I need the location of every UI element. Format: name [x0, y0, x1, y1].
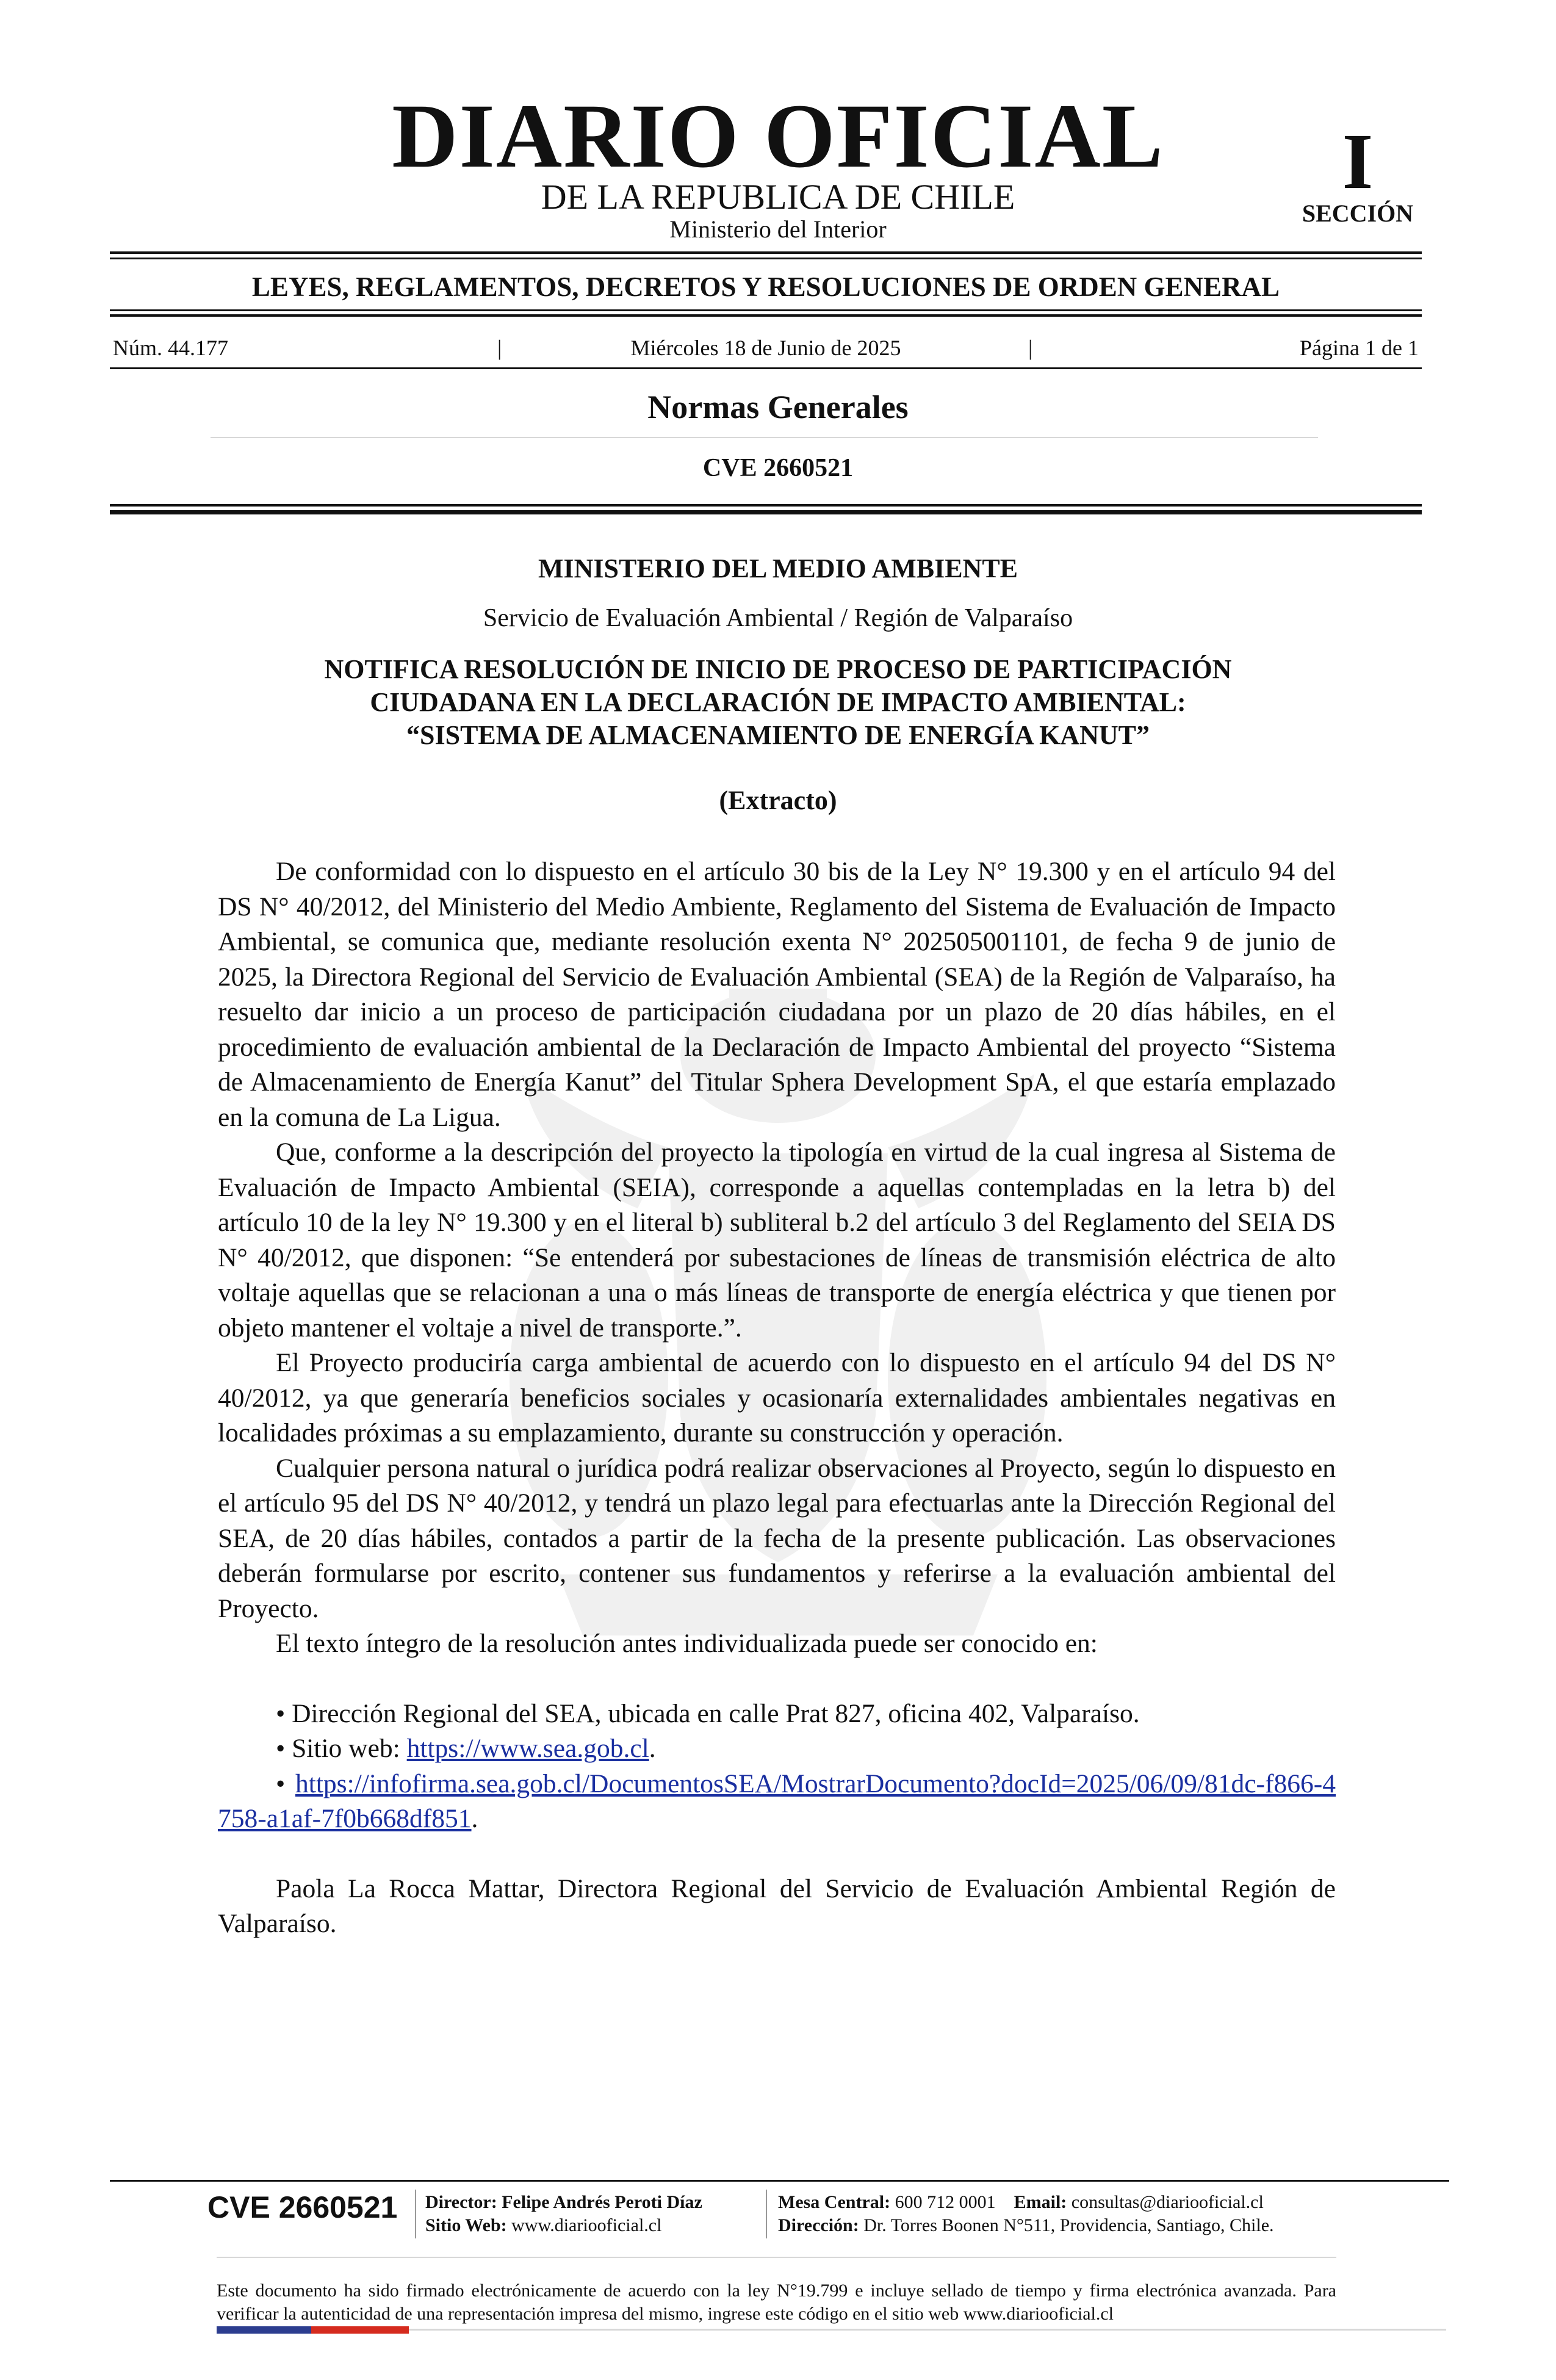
bullet-end: . — [649, 1734, 656, 1763]
section-number: I — [1342, 118, 1374, 206]
notice-title-line: CIUDADANA EN LA DECLARACIÓN DE IMPACTO AMBIENTAL: — [370, 687, 1186, 717]
header-rule-mid-1 — [110, 309, 1422, 311]
mesa-central: 600 712 0001 — [895, 2192, 996, 2212]
body-rule-1 — [110, 504, 1422, 507]
paragraph: El Proyecto produciría carga ambiental de acuerdo con lo dispuesto en el artículo 94 del DS N° 40/2012, ya que generaría beneficios sociales y ocasionaría externalidades ambientales negativas en localidades próximas a su emplazamiento, durante su construcción y operación. — [218, 1348, 1336, 1448]
bullet-end: . — [471, 1804, 478, 1833]
director-label: Director: — [425, 2192, 497, 2212]
footer-divider — [766, 2190, 767, 2238]
footer-address: Dr. Torres Boonen N°511, Providencia, Santiago, Chile. — [863, 2215, 1274, 2235]
meta-separator: | — [1028, 336, 1033, 360]
normas-heading: Normas Generales — [647, 389, 909, 425]
web-label: Sitio Web: — [425, 2215, 507, 2235]
paragraph: Cualquier persona natural o jurídica podrá realizar observaciones al Proyecto, según lo dispuesto en el artículo 95 del DS N° 40/2012, y tendrá un plazo legal para efectuarlas ante la Dirección Regional del SEA, de 20 días hábiles, contados a partir de la fecha de la presente publicación. Las observaciones deberán formularse por escrito, contener sus fundamentos y referirse a la evaluación ambiental del Proyecto. — [218, 1453, 1336, 1623]
list-item — [218, 1731, 1336, 1767]
extract-label: (Extracto) — [719, 785, 837, 815]
section-banner: LEYES, REGLAMENTOS, DECRETOS Y RESOLUCIONES DE ORDEN GENERAL — [251, 272, 1280, 302]
masthead-title: DIARIO OFICIAL — [392, 85, 1164, 187]
issue-number: Núm. 44.177 — [113, 336, 228, 360]
footer-director-block — [425, 2191, 767, 2237]
section-label: SECCIÓN — [1302, 200, 1414, 227]
paragraph: El texto íntegro de la resolución antes individualizada puede ser conocido en: — [276, 1629, 1098, 1658]
footer-email: consultas@diariooficial.cl — [1071, 2192, 1264, 2212]
header-rule-top-1 — [110, 251, 1422, 254]
signature-notice: Este documento ha sido firmado electrónicamente de acuerdo con la ley N°19.799 e incluye sellado de tiempo y firma electrónica avanzada. Para verificar la autenticidad de una representación impresa del mismo, ingrese este código en el sitio web www.diariooficial.cl — [217, 2281, 1336, 2324]
paragraph: De conformidad con lo dispuesto en el artículo 30 bis de la Ley N° 19.300 y en el artículo 94 del DS N° 40/2012, del Ministerio del Medio Ambiente, Reglamento del Sistema de Evaluación de Impacto Ambiental, se comunica que, mediante resolución exenta N° 202505001101, de fecha 9 de junio de 2025, la Directora Regional del Servicio de Evaluación Ambiental (SEA) de la Región de Valparaíso, ha resuelto dar inicio a un proceso de participación ciudadana por un plazo de 20 días hábiles, en el procedimiento de evaluación ambiental de la Declaración de Impacto Ambiental del proyecto “Sistema de Almacenamiento de Energía Kanut” del Titular Sphera Development SpA, el que estaría emplazado en la comuna de La Ligua. — [218, 857, 1336, 1132]
email-label: Email: — [1014, 2192, 1067, 2212]
footer-contact-block — [778, 2191, 1358, 2237]
director-name: Felipe Andrés Peroti Díaz — [502, 2192, 702, 2212]
ministry-heading: MINISTERIO DEL MEDIO AMBIENTE — [538, 554, 1018, 583]
body-rule-2 — [110, 510, 1422, 514]
footer-divider — [415, 2190, 416, 2238]
list-item — [218, 1767, 1336, 1837]
bullet-prefix: • — [276, 1769, 295, 1798]
resolution-document-link[interactable]: https://infofirma.sea.gob.cl/DocumentosSEA/MostrarDocumento?docId=2025/06/09/81dc-f866-4758-a1af-7f0b668df851 — [218, 1769, 1336, 1833]
bullet-text: • Dirección Regional del SEA, ubicada en calle Prat 827, oficina 402, Valparaíso. — [276, 1698, 1140, 1728]
service-line: Servicio de Evaluación Ambiental / Región de Valparaíso — [483, 604, 1073, 632]
address-label: Dirección: — [778, 2215, 859, 2235]
meta-rule — [110, 367, 1422, 369]
meta-separator: | — [497, 336, 502, 360]
bullet-prefix: • Sitio web: — [276, 1734, 407, 1763]
list-item — [218, 1697, 1336, 1732]
notice-title-line: NOTIFICA RESOLUCIÓN DE INICIO DE PROCESO DE PARTICIPACIÓN — [324, 654, 1232, 684]
footer-cve-code: CVE 2660521 — [207, 2190, 398, 2224]
issue-date: Miércoles 18 de Junio de 2025 — [630, 336, 901, 360]
mesa-label: Mesa Central: — [778, 2192, 891, 2212]
normas-divider — [211, 437, 1318, 438]
header-rule-top-2 — [110, 258, 1422, 259]
notice-title — [183, 653, 1373, 752]
access-list — [218, 1697, 1336, 1837]
footer-website: www.diariooficial.cl — [511, 2215, 662, 2235]
cve-code: CVE 2660521 — [702, 454, 854, 482]
signature: Paola La Rocca Mattar, Directora Regional del Servicio de Evaluación Ambiental Región de Valparaíso. — [218, 1873, 1336, 1938]
sea-website-link[interactable]: https://www.sea.gob.cl — [406, 1734, 649, 1763]
flag-stripe-red — [311, 2326, 409, 2334]
masthead-subtitle: DE LA REPUBLICA DE CHILE — [541, 177, 1015, 217]
footer-thin-rule — [217, 2257, 1336, 2258]
paragraph: Que, conforme a la descripción del proyecto la tipología en virtud de la cual ingresa al Sistema de Evaluación de Impacto Ambiental (SEIA), corresponde a aquellas contempladas en la letra b) del artículo 10 de la ley N° 19.300 y en el literal b) subliteral b.2 del artículo 3 del Reglamento del SEIA DS N° 40/2012, que disponen: “Se entenderá por subestaciones de líneas de transmisión eléctrica de alto voltaje aquellas que se relacionan a una o más líneas de transporte de energía eléctrica y que tienen por objeto mantener el voltaje a nivel de transporte.”. — [218, 1138, 1336, 1343]
flag-stripe-blue — [217, 2326, 311, 2334]
footer-gray-line — [409, 2329, 1446, 2331]
page-count: Página 1 de 1 — [1300, 336, 1419, 360]
header-rule-mid-2 — [110, 314, 1422, 317]
issue-meta-row — [113, 336, 1419, 360]
masthead-ministry: Ministerio del Interior — [669, 215, 887, 243]
notice-body — [218, 854, 1336, 1942]
notice-title-line: “SISTEMA DE ALMACENAMIENTO DE ENERGÍA KANUT” — [406, 720, 1150, 750]
footer-rule — [110, 2180, 1449, 2182]
